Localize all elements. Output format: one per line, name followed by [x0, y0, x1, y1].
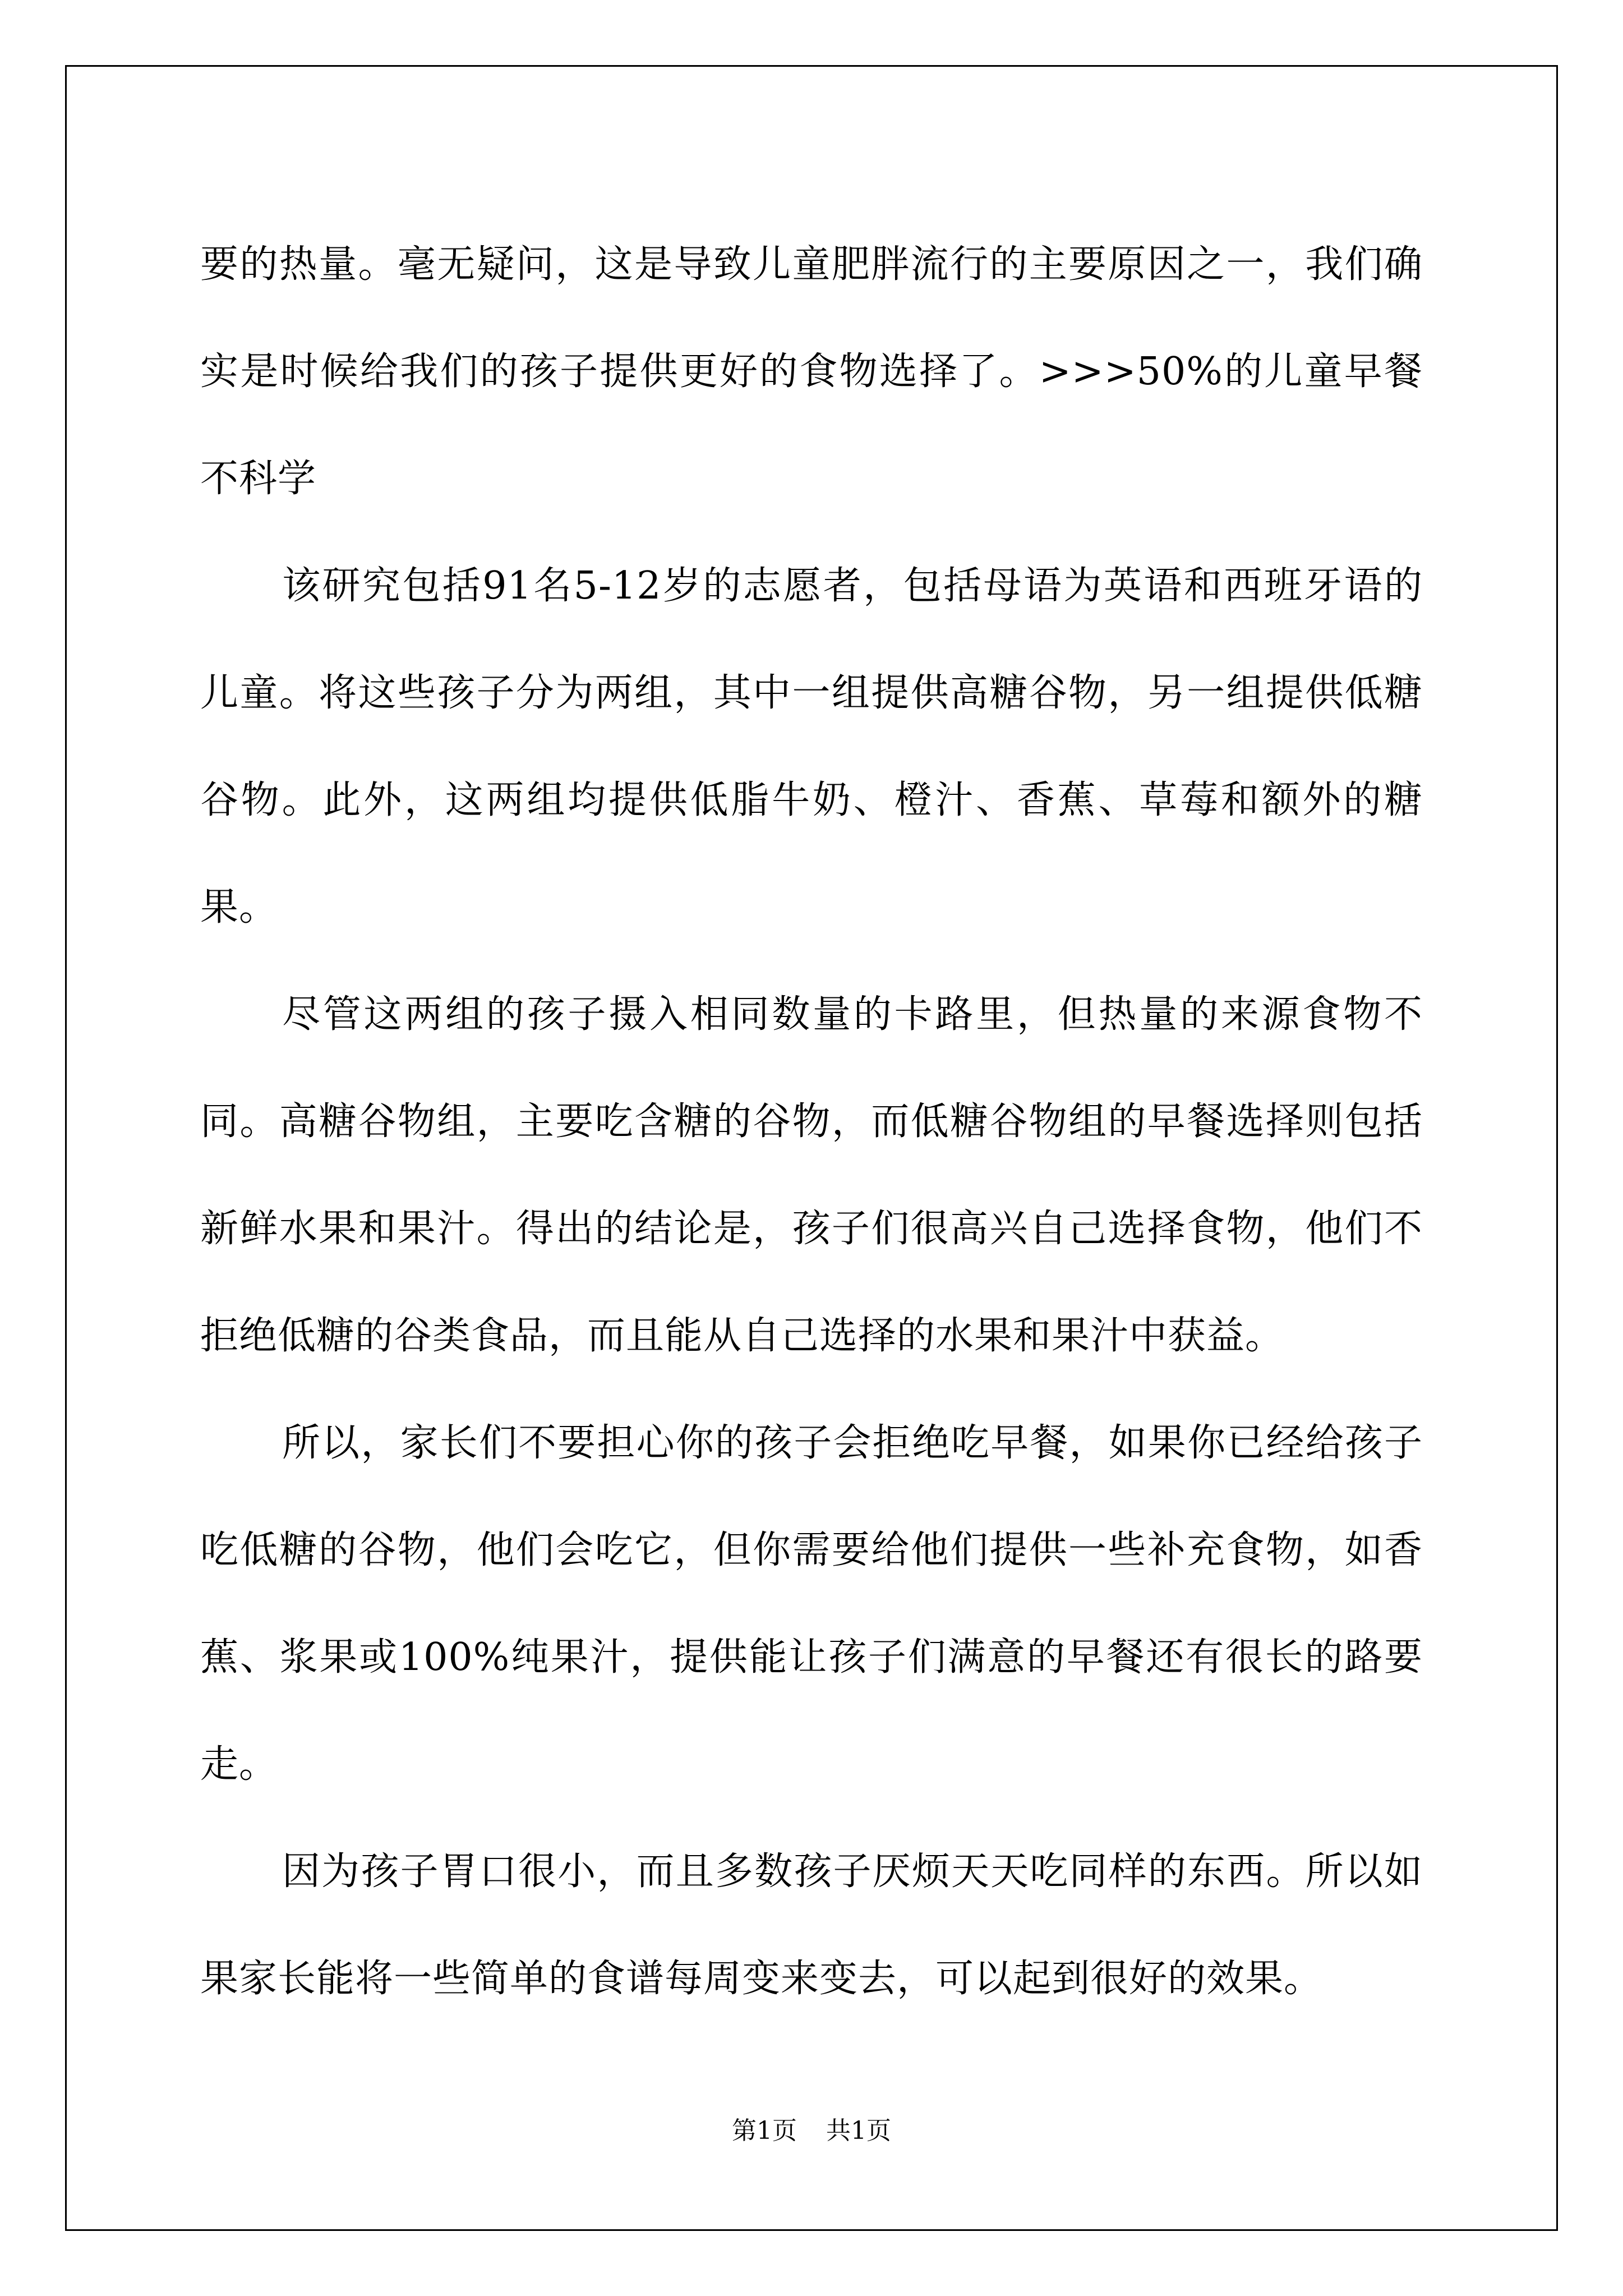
page-number: 第1页	[732, 2116, 797, 2145]
paragraph-4: 所以，家长们不要担心你的孩子会拒绝吃早餐，如果你已经给孩子吃低糖的谷物，他们会吃它，但你需要给他们提供一些补充食物，如香蕉、浆果或100%纯果汁，提供能让孩子们满意的早餐还有很长的路要走。	[200, 1421, 1423, 1787]
document-body	[200, 211, 1423, 2032]
paragraph-2: 该研究包括91名5-12岁的志愿者，包括母语为英语和西班牙语的儿童。将这些孩子分为两组，其中一组提供高糖谷物，另一组提供低糖谷物。此外，这两组均提供低脂牛奶、橙汁、香蕉、草莓和额外的糖果。	[200, 564, 1423, 930]
page-footer	[0, 2110, 1623, 2146]
page-total: 共1页	[826, 2116, 891, 2145]
paragraph-1: 要的热量。毫无疑问，这是导致儿童肥胖流行的主要原因之一，我们确实是时候给我们的孩子提供更好的食物选择了。>>>50%的儿童早餐不科学	[200, 242, 1423, 501]
paragraph-3: 尽管这两组的孩子摄入相同数量的卡路里，但热量的来源食物不同。高糖谷物组，主要吃含糖的谷物，而低糖谷物组的早餐选择则包括新鲜水果和果汁。得出的结论是，孩子们很高兴自己选择食物，他们不拒绝低糖的谷类食品，而且能从自己选择的水果和果汁中获益。	[200, 992, 1423, 1358]
paragraph-5: 因为孩子胃口很小，而且多数孩子厌烦天天吃同样的东西。所以如果家长能将一些简单的食谱每周变来变去，可以起到很好的效果。	[200, 1849, 1423, 2001]
